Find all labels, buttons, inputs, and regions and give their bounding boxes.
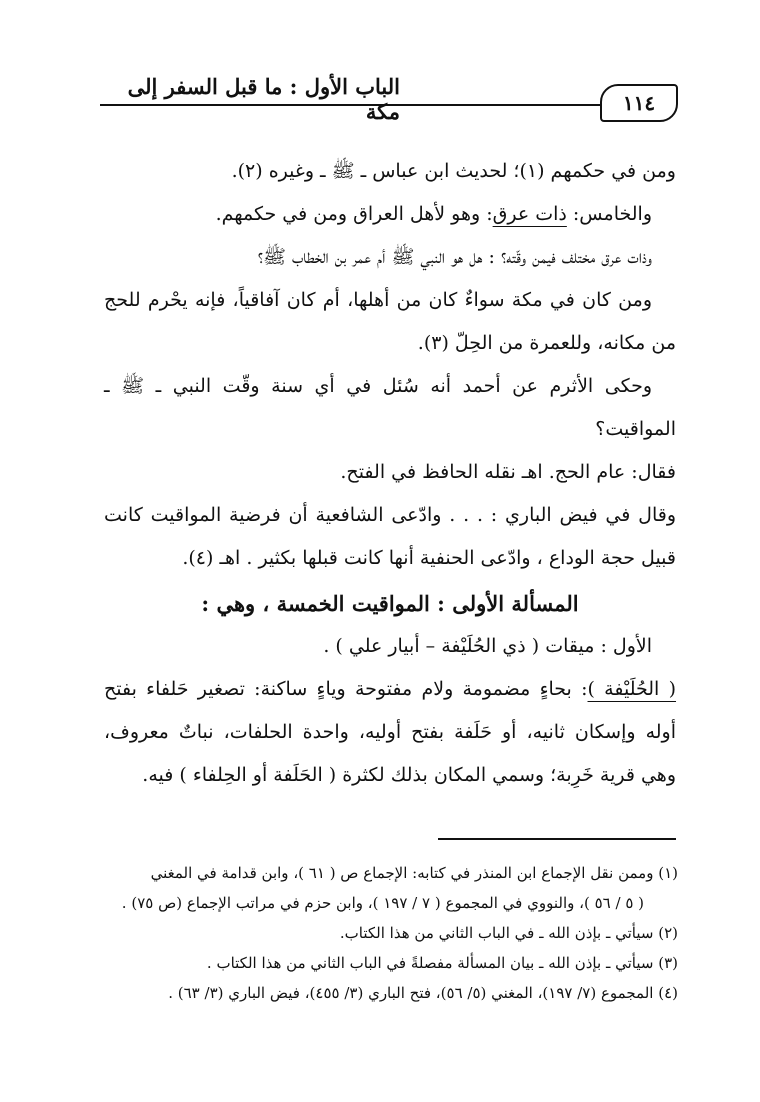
footnote-2: (٢) سيأتي ـ بإذن الله ـ في الباب الثاني من هذا الكتاب. — [339, 924, 678, 942]
section-heading: المسألة الأولى : المواقيت الخمسة ، وهي : — [201, 591, 579, 616]
footnote-3: (٣) سيأتي ـ بإذن الله ـ بيان المسألة مفصلةً في الباب الثاني من هذا الكتاب . — [206, 954, 678, 972]
paragraph-5: وحكى الأثرم عن أحمد أنه سُئل في أي سنة وقّت النبي ـ ﷺ ـ المواقيت؟ — [104, 375, 676, 440]
footnote-1-line-1: (١) وممن نقل الإجماع ابن المنذر في كتابه: الإجماع ص ( ٦١ )، وابن قدامة في المغني — [150, 864, 678, 882]
footnote-4: (٤) المجموع (٧/ ١٩٧)، المغني (٥/ ٥٦)، فتح الباري (٣/ ٤٥٥)، فيض الباري (٣/ ٦٣) . — [168, 984, 678, 1002]
chapter-title: الباب الأول : ما قبل السفر إلى مكة — [127, 74, 400, 124]
main-text — [104, 150, 676, 797]
page-header — [100, 68, 678, 124]
paragraph-1: ومن في حكمهم (١)؛ لحديث ابن عباس ـ ﷺ ـ وغيره (٢). — [231, 160, 676, 182]
term-hulaifa: ( الحُلَيْفة ) — [587, 678, 677, 700]
paragraph-4: ومن كان في مكة سواءٌ كان من أهلها، أم كان آفاقياً، فإنه يحْرم للحج من مكانه، وللعمرة من الحِلّ (٣). — [104, 289, 676, 354]
term-dhat-irq: ذات عرق — [492, 203, 567, 225]
footnotes — [104, 858, 678, 1008]
paragraph-2 — [104, 193, 676, 236]
paragraph-9 — [104, 668, 676, 797]
paragraph-8: الأول : ميقات ( ذي الحُلَيْفة – أبيار علي ) . — [323, 635, 652, 657]
paragraph-3: وذات عرق مختلف فيمن وقّته؟ : هل هو النبي ﷺ أم عمر بن الخطاب ﷺ؟ — [257, 246, 652, 268]
paragraph-9-rest: : بحاءٍ مضمومة ولام مفتوحة وياءٍ ساكنة: تصغير حَلفاء بفتح أوله وإسكان ثانيه، أو حَلَفة بفتح أوليه، واحدة الحلفات، نباتٌ معروف، وهي قرية خَرِبة؛ وسمي المكان بذلك لكثرة ( الحَلَفة أو الحِلفاء ) فيه. — [104, 678, 676, 786]
header-rule — [100, 104, 600, 106]
footnote-1-line-2: ( ٥ / ٥٦ )، والنووي في المجموع ( ٧ / ١٩٧ )، وابن حزم في مراتب الإجماع (ص ٧٥) . — [121, 894, 644, 912]
footnote-separator — [438, 838, 676, 840]
paragraph-2-rest: : وهو لأهل العراق ومن في حكمهم. — [215, 203, 493, 225]
paragraph-6: فقال: عام الحج. اهـ نقله الحافظ في الفتح. — [340, 461, 676, 483]
paragraph-7: وقال في فيض الباري : . . . وادّعى الشافعية أن فرضية المواقيت كانت قبيل حجة الوداع ، وادّعى الحنفية أنها كانت قبلها بكثير . اهـ (٤). — [104, 504, 676, 569]
paragraph-2-prefix: والخامس: — [566, 203, 652, 225]
page-number: ١١٤ — [600, 84, 678, 122]
